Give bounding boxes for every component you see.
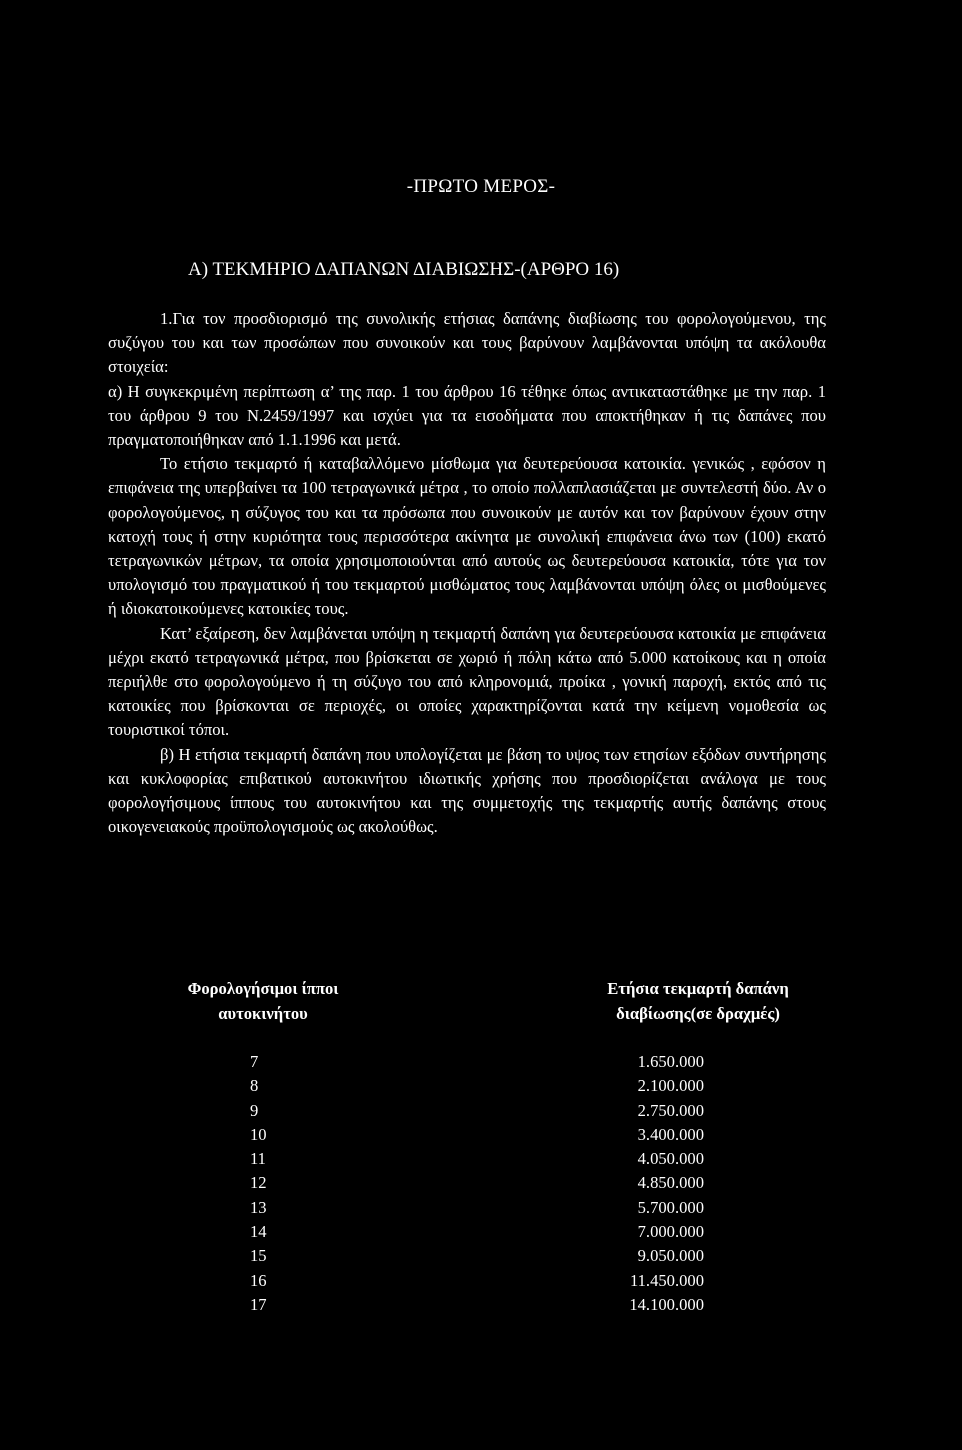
horsepower-value: 12 <box>250 1173 267 1193</box>
table-body <box>108 1052 826 1319</box>
cost-value: 2.750.000 <box>637 1100 704 1120</box>
header-horsepower-line2: αυτοκινήτου <box>218 1004 308 1023</box>
header-horsepower-line1: Φορολογήσιμοι ίπποι <box>187 979 339 998</box>
cost-value: 9.050.000 <box>637 1246 704 1266</box>
table-row <box>108 1052 826 1076</box>
table-row <box>108 1173 826 1197</box>
header-horsepower <box>148 976 378 1026</box>
horsepower-value: 14 <box>250 1222 267 1242</box>
table-row <box>108 1295 826 1319</box>
cost-value: 11.450.000 <box>629 1270 704 1290</box>
table-row <box>108 1271 826 1295</box>
cost-value: 4.050.000 <box>637 1149 704 1169</box>
cost-value: 4.850.000 <box>637 1173 704 1193</box>
section-title: Α) ΤΕΚΜΗΡΙΟ ΔΑΠΑΝΩΝ ΔΙΑΒΙΩΣΗΣ-(ΑΡΘΡΟ 16) <box>188 259 620 280</box>
horsepower-value: 7 <box>250 1052 259 1071</box>
paragraph-intro: 1.Για τον προσδιορισμό της συνολικής ετήσιας δαπάνης διαβίωσης του φορολογούμενου, της συζύγου του και των προσώπων που συνοικούν και τους βαρύνουν λαμβάνονται υπόψη τα ακόλουθα στοιχεία: <box>108 309 826 377</box>
table-row <box>108 1198 826 1222</box>
cost-value: 7.000.000 <box>637 1222 704 1242</box>
horsepower-value: 10 <box>250 1124 267 1144</box>
cost-value: 1.650.000 <box>637 1052 704 1071</box>
cost-value: 2.100.000 <box>637 1076 704 1096</box>
table-header <box>108 976 826 1052</box>
horsepower-cost-table <box>108 976 826 1319</box>
horsepower-value: 8 <box>250 1076 259 1096</box>
table-row <box>108 1125 826 1149</box>
table-row <box>108 1246 826 1270</box>
header-annual-cost-line1: Ετήσια τεκμαρτή δαπάνη <box>607 979 789 998</box>
part-title: -ΠΡΩΤΟ ΜΕΡΟΣ- <box>406 176 556 197</box>
table-row <box>108 1101 826 1125</box>
horsepower-value: 16 <box>250 1270 267 1290</box>
table-row <box>108 1076 826 1100</box>
horsepower-value: 11 <box>250 1149 266 1169</box>
paragraph-exception: Κατ’ εξαίρεση, δεν λαμβάνεται υπόψη η τεκμαρτή δαπάνη για δευτερεύουσα κατοικία με επιφάνεια μέχρι εκατό τετραγωνικά μέτρα, που βρίσκεται σε χωριό ή πόλη κάτω από 5.000 κατοίκους και η οποία περιήλθε στο φορολογούμενο ή τη σύζυγο του από κληρονομιά, προίκα , γονική παροχή, εκτός από τις κατοικίες που βρίσκονται σε περιοχές, οι οποίες χαρακτηρίζονται κατά την κείμενη νομοθεσία ως τουριστικοί τόποι. <box>108 623 826 740</box>
header-annual-cost-line2: διαβίωσης(σε δραχμές) <box>616 1004 780 1023</box>
horsepower-value: 15 <box>250 1246 267 1266</box>
cost-value: 5.700.000 <box>637 1197 704 1217</box>
cost-value: 14.100.000 <box>629 1294 704 1314</box>
paragraph-case-b: β) Η ετήσια τεκμαρτή δαπάνη που υπολογίζεται με βάση το υψος των ετησίων εξόδων συντήρησης και κυκλοφορίας επιβατικού αυτοκινήτου ιδιωτικής χρήσης που προσδιορίζεται ανάλογα με τους φορολογήσιμους ίππους του αυτοκινήτου και της συμμετοχής της τεκμαρτής αυτής δαπάνης στους οικογενειακούς προϋπολογισμούς ως ακολούθως. <box>108 744 826 837</box>
horsepower-value: 13 <box>250 1197 267 1217</box>
horsepower-value: 9 <box>250 1100 259 1120</box>
table-row <box>108 1149 826 1173</box>
horsepower-value: 17 <box>250 1294 267 1314</box>
cost-value: 3.400.000 <box>637 1124 704 1144</box>
body-text <box>108 307 826 839</box>
table-row <box>108 1222 826 1246</box>
header-annual-cost <box>568 976 828 1026</box>
paragraph-case-a: α) Η συγκεκριμένη περίπτωση α’ της παρ. 1 του άρθρου 16 τέθηκε όπως αντικαταστάθηκε με την παρ. 1 του άρθρου 9 του Ν.2459/1997 και ισχύει για τα εισοδήματα που αποκτήθηκαν ή τις δαπάνες που πραγματοποιήθηκαν από 1.1.1996 και μετά. <box>108 381 826 450</box>
paragraph-secondary-residence: Το ετήσιο τεκμαρτό ή καταβαλλόμενο μίσθωμα για δευτερεύουσα κατοικία. γενικώς , εφόσον η επιφάνεια της υπερβαίνει τα 100 τετραγωνικά μέτρα , το οποίο πολλαπλασιάζεται με συντελεστή δύο. Αν ο φορολογούμενος, η σύζυγος του και τα πρόσωπα που συνοικούν με αυτόν και τον βαρύνουν έχουν στην κατοχή τους ή στην κυριότητα τους περισσότερα ακίνητα με συνολική επιφάνεια άνω των (100) εκατό τετραγωνικών μέτρων, τα οποία χρησιμοποιούνται από αυτούς ως δευτερεύουσα κατοικία, τότε για τον υπολογισμό του πραγματικού ή του τεκμαρτού μισθώματος τους λαμβάνονται υπόψη όλες οι μισθούμενες ή ιδιοκατοικούμενες κατοικίες τους. <box>108 454 826 619</box>
